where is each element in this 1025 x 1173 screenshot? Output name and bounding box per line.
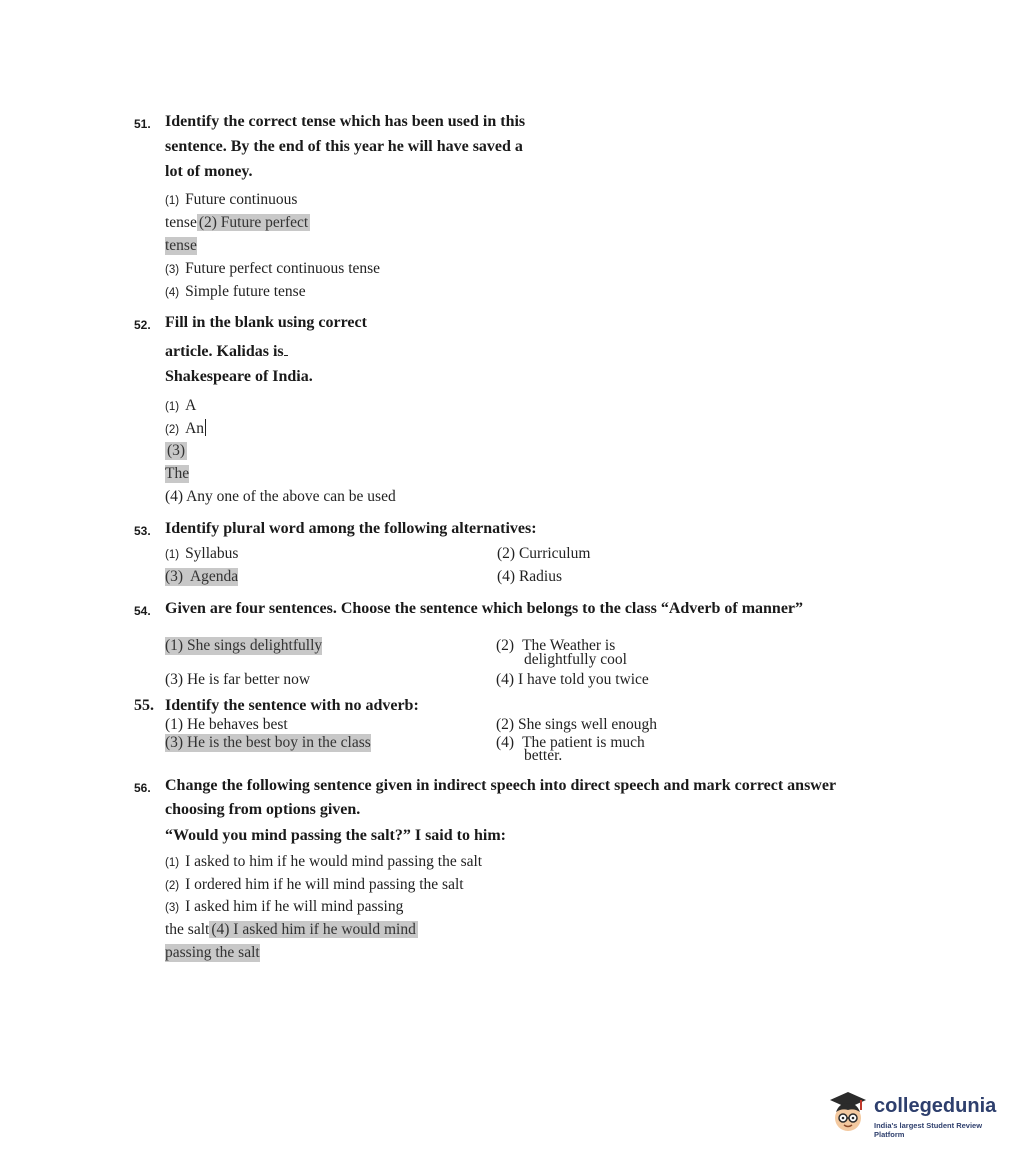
q54-option-4[interactable]: (4) I have told you twice — [496, 671, 649, 688]
q52-line-1: Fill in the blank using correct — [165, 314, 367, 331]
q56-quote: “Would you mind passing the salt?” I said to him: — [165, 827, 506, 844]
q52-option-3-number[interactable]: (3) — [167, 442, 186, 459]
q56-option-1[interactable]: (1) I asked to him if he would mind passing the salt — [165, 853, 483, 870]
q55-option-2[interactable]: (2) She sings well enough — [496, 716, 658, 733]
q51-line-2: sentence. By the end of this year he will have saved a — [165, 138, 523, 155]
brand-name: collegedunia — [874, 1095, 997, 1117]
q51-option-4[interactable]: (4) Simple future tense — [165, 283, 306, 300]
q53-option-1[interactable]: (1) Syllabus — [165, 545, 239, 562]
q51-option-3[interactable]: (3) Future perfect continuous tense — [165, 260, 381, 277]
q51-option-2-highlight[interactable]: (2) Future perfect — [198, 214, 309, 231]
text-cursor — [205, 419, 206, 436]
q56-option-3-cont: the salt (4) I asked him if he would mind — [165, 921, 416, 938]
q56-number: 56. — [134, 781, 151, 795]
q52-number: 52. — [134, 318, 151, 332]
q52-line-2: article. Kalidas is — [165, 341, 288, 361]
q53-option-2[interactable]: (2) Curriculum — [497, 545, 591, 562]
q54-option-1[interactable]: (1) She sings delightfully — [165, 637, 323, 654]
q56-option-2[interactable]: (2) I ordered him if he will mind passing the salt — [165, 876, 464, 893]
q54-text: Given are four sentences. Choose the sentence which belongs to the class “Adverb of manner” — [165, 600, 804, 617]
q51-line-1: Identify the correct tense which has been used in this — [165, 113, 526, 130]
q54-option-2[interactable]: (2) The Weather is — [496, 637, 616, 654]
q56-option-4-cont: passing the salt — [165, 944, 260, 961]
q51-option-2-cont: tense — [165, 237, 197, 254]
q51-option-1[interactable]: (1) Future continuous — [165, 191, 298, 208]
q56-line-2: choosing from options given. — [165, 801, 361, 818]
q52-line-3: Shakespeare of India. — [165, 368, 313, 385]
q53-option-3[interactable]: (3) Agenda — [165, 568, 239, 585]
q54-number: 54. — [134, 604, 151, 618]
q51-option-1-cont: tense (2) Future perfect — [165, 214, 309, 231]
q52-option-4[interactable]: (4) Any one of the above can be used — [165, 488, 396, 505]
mascot-icon — [826, 1088, 872, 1138]
q53-number: 53. — [134, 524, 151, 538]
q55-option-4[interactable]: (4) The patient is much — [496, 734, 645, 751]
q56-option-3[interactable]: (3) I asked him if he will mind passing — [165, 898, 404, 915]
q54-option-3[interactable]: (3) He is far better now — [165, 671, 311, 688]
q51-line-3: lot of money. — [165, 163, 253, 180]
q52-blank — [284, 341, 288, 356]
q55-option-3[interactable]: (3) He is the best boy in the class — [165, 734, 371, 751]
q55-option-4-cont: better. — [524, 747, 563, 764]
q56-option-4-highlight[interactable]: (4) I asked him if he would mind — [211, 921, 416, 938]
q56-line-1: Change the following sentence given in indirect speech into direct speech and mark correct answer — [165, 777, 837, 794]
q55-option-1[interactable]: (1) He behaves best — [165, 716, 288, 733]
q52-option-1[interactable]: (1) A — [165, 397, 197, 414]
q53-text: Identify plural word among the following alternatives: — [165, 520, 537, 537]
q55-number: 55. — [134, 697, 154, 714]
q51-number: 51. — [134, 117, 151, 131]
q55-text: Identify the sentence with no adverb: — [165, 697, 419, 714]
brand-tagline: India's largest Student Review Platform — [874, 1121, 983, 1139]
q54-option-2-cont: delightfully cool — [524, 651, 627, 668]
q52-option-3-text[interactable]: The — [165, 465, 190, 482]
q52-option-2[interactable]: (2) An — [165, 420, 205, 437]
collegedunia-logo[interactable] — [826, 1088, 996, 1138]
q53-option-4[interactable]: (4) Radius — [497, 568, 563, 585]
